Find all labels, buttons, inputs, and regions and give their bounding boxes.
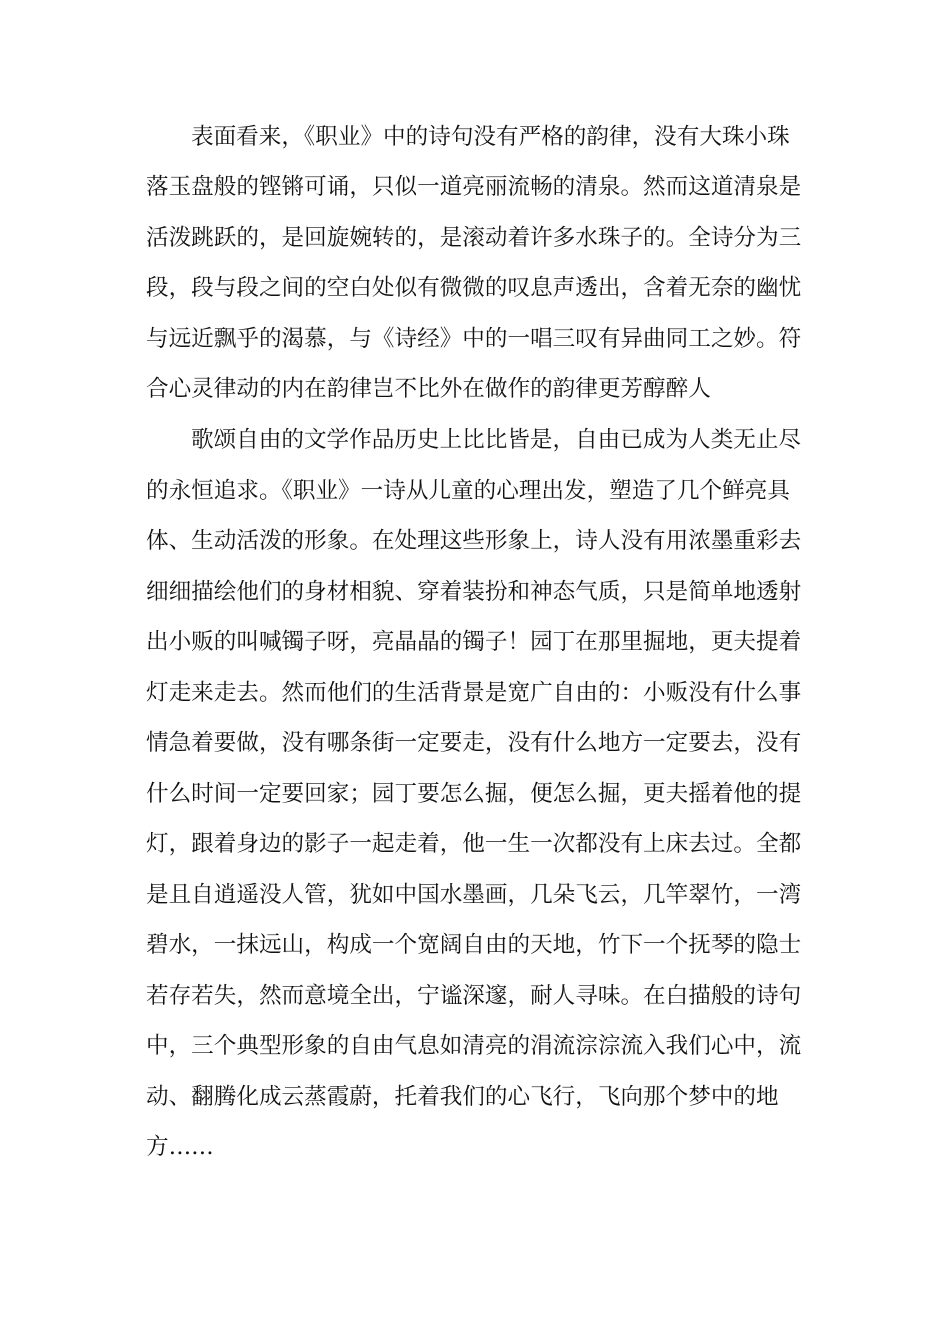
paragraph-line: 灯走来走去。然而他们的生活背景是宽广自由的：小贩没有什么事 [146, 680, 802, 706]
paragraph-line: 的永恒追求。《职业》一诗从儿童的心理出发，塑造了几个鲜亮具 [146, 478, 790, 504]
paragraph-line: 与远近飘乎的渴慕，与《诗经》中的一唱三叹有异曲同工之妙。符 [146, 326, 802, 352]
paragraph-line: 出小贩的叫喊镯子呀，亮晶晶的镯子！园丁在那里掘地，更夫提着 [146, 629, 802, 655]
paragraph-line: 是且自逍遥没人管，犹如中国水墨画，几朵飞云，几竿翠竹，一湾 [146, 882, 802, 908]
paragraph-line: 歌颂自由的文学作品历史上比比皆是，自由已成为人类无止尽 [191, 427, 802, 453]
paragraph-line: 灯，跟着身边的影子一起走着，他一生一次都没有上床去过。全都 [146, 831, 802, 857]
paragraph-line: 段，段与段之间的空白处似有微微的叹息声透出，含着无奈的幽忧 [146, 275, 802, 301]
paragraph-line: 中，三个典型形象的自由气息如清亮的涓流淙淙流入我们心中，流 [146, 1033, 802, 1059]
paragraph-line: 细细描绘他们的身材相貌、穿着装扮和神态气质，只是简单地透射 [146, 579, 802, 605]
paragraph-line: 合心灵律动的内在韵律岂不比外在做作的韵律更芳醇醉人 [146, 376, 711, 402]
paragraph-line: 表面看来，《职业》中的诗句没有严格的韵律，没有大珠小珠 [191, 124, 790, 150]
paragraph-line: 活泼跳跃的，是回旋婉转的，是滚动着许多水珠子的。全诗分为三 [146, 225, 802, 251]
paragraph-line: 什么时间一定要回家；园丁要怎么掘，便怎么掘，更夫摇着他的提 [146, 781, 802, 807]
paragraph-line: 体、生动活泼的形象。在处理这些形象上，诗人没有用浓墨重彩去 [146, 528, 802, 554]
paragraph-line: 情急着要做，没有哪条街一定要走，没有什么地方一定要去，没有 [146, 730, 802, 756]
paragraph-line: 动、翻腾化成云蒸霞蔚，托着我们的心飞行，飞向那个梦中的地 [146, 1084, 779, 1110]
paragraph-line: 方…… [146, 1134, 214, 1160]
paragraph-line: 若存若失，然而意境全出，宁谧深邃，耐人寻味。在白描般的诗句 [146, 983, 802, 1009]
paragraph-line: 碧水，一抹远山，构成一个宽阔自由的天地，竹下一个抚琴的隐士 [146, 932, 802, 958]
paragraph-line: 落玉盘般的铿锵可诵，只似一道亮丽流畅的清泉。然而这道清泉是 [146, 174, 802, 200]
